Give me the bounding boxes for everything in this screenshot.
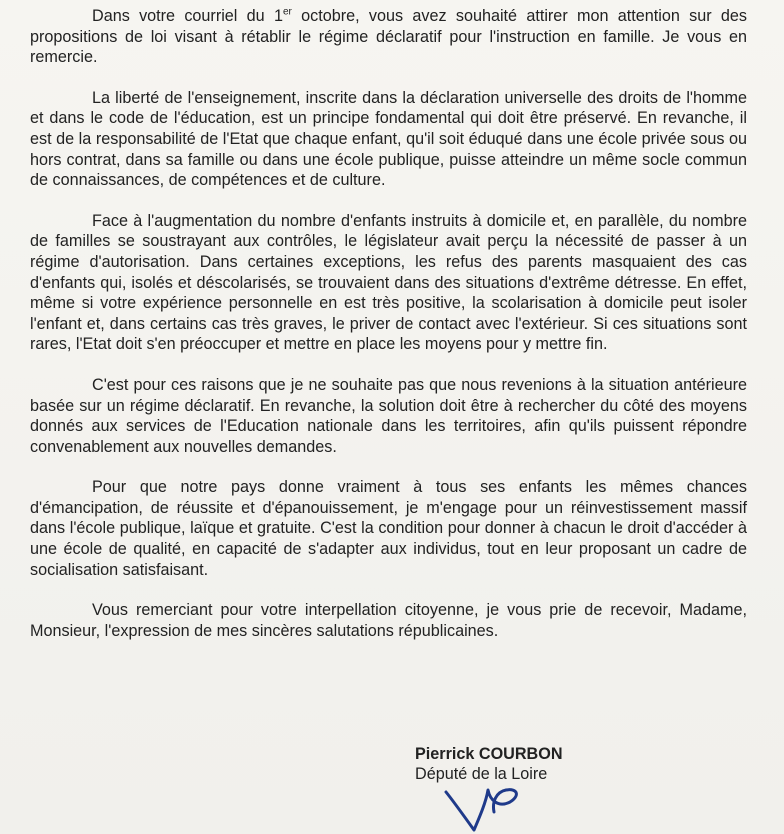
ordinal-superscript: er — [282, 6, 292, 18]
handwritten-signature-icon — [440, 786, 530, 834]
paragraph-2: La liberté de l'enseignement, inscrite dans la déclaration universelle des droits de l'homme et dans le code de l'éducation, est un principe fondamental qui doit être préservé. En revanche, il est de la responsabilité de l'Etat que chaque enfant, qu'il soit éduqué dans une école privée sous ou hors contrat, dans sa famille ou dans une école publique, puisse atteindre un même socle commun de connaissances, de compétences et de culture. — [30, 88, 747, 190]
paragraph-6: Vous remerciant pour votre interpellation citoyenne, je vous prie de recevoir, Madame, Monsieur, l'expression de mes sincères salutations républicaines. — [30, 601, 747, 640]
paragraph-1-text-b: octobre, vous avez souhaité attirer mon attention sur des propositions de loi visant à rétablir le régime déclaratif pour l'instruction en famille. Je vous en remercie. — [30, 7, 747, 67]
letter-body — [30, 6, 747, 641]
paragraph-5: Pour que notre pays donne vraiment à tous ses enfants les mêmes chances d'émancipation, de réussite et d'épanouissement, je m'engage pour un réinvestissement massif dans l'école publique, laïque et gratuite. C'est la condition pour donner à chacun le droit d'accéder à une école de qualité, en capacité de s'adapter aux individus, tout en leur proposant un cadre de socialisation satisfaisant. — [30, 478, 747, 579]
signer-title: Député de la Loire — [415, 765, 548, 783]
paragraph-3: Face à l'augmentation du nombre d'enfants instruits à domicile et, en parallèle, du nombre de familles se soustrayant aux contrôles, le législateur avait perçu la nécessité de passer à un régime d'autorisation. Dans certaines exceptions, les refus des parents masquaient des cas d'enfants qui, isolés et déscolarisés, se trouvaient dans des situations d'extrême détresse. En effet, même si votre expérience personnelle en est très positive, la scolarisation à domicile peut isoler l'enfant et, dans certains cas très graves, le priver de contact avec l'extérieur. Si ces situations sont rares, l'Etat doit s'en préoccuper et mettre en place les moyens pour y mettre fin. — [30, 211, 747, 354]
signature-block — [415, 744, 563, 784]
signer-name: Pierrick COURBON — [415, 745, 563, 763]
paragraph-1 — [30, 6, 747, 68]
paragraph-4: C'est pour ces raisons que je ne souhaite pas que nous revenions à la situation antérieure basée sur un régime déclaratif. En revanche, la solution doit être à rechercher du côté des moyens donnés aux services de l'Education nationale dans les territoires, afin qu'ils puissent répondre convenablement aux nouvelles demandes. — [30, 375, 747, 456]
paragraph-1-text-a: Dans votre courriel du 1 — [92, 7, 283, 25]
